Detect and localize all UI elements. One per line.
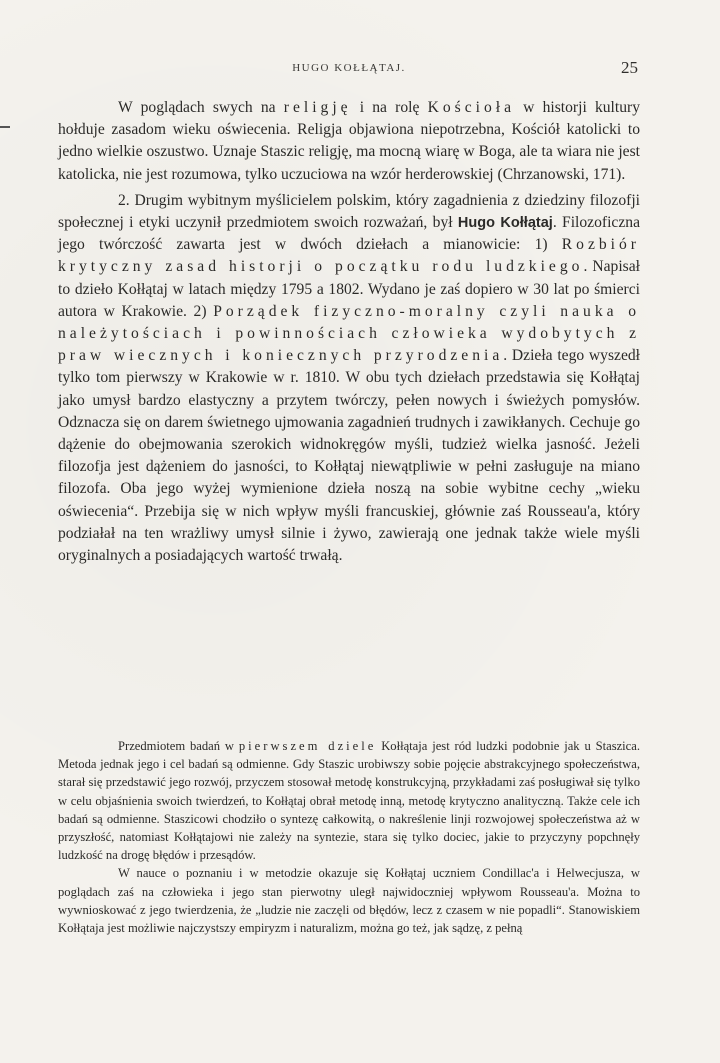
text-run: W poglądach swych na xyxy=(118,99,284,116)
text-run: i na rolę xyxy=(351,99,428,116)
spaced-term-religion: religję xyxy=(283,99,352,116)
text-run: . Dzieła tego wyszedł tylko tom pierwszy w Krakowie w r. 1810. W obu tych dziełach przedstawia się Kołłątaj jako umysł bardzo elastyczny a przytem twórczy, pełen nowych i świeżych pomysłów. Odznacza się on darem świetnego ujmowania zagadnień trudnych i zawikłanych. Cechuje go dążenie do obejmowania szerokich widnokręgów myśli, tudzież wielka jasność. Jeżeli filozofja jest dążeniem do jasności, to Kołłątaj niewątpliwie w pełni zasługuje na miano filozofa. Oba jego wyżej wymienione dzieła noszą na sobie wybitne cechy „wieku oświecenia“. Przebija się w nich wpływ myśli francuskiej, głównie zaś Rousseau'a, który podziałał na ten wrażliwy umysł silnie i żywo, zawierają one jednak także wiele myśli oryginalnych a posiadających wartość trwałą. xyxy=(58,347,640,565)
text-run: Przedmiotem badań w xyxy=(118,739,239,753)
text-run: . Filozoficzna jego twórczość zawarta jest w dwóch dziełach a mianowicie: 1) xyxy=(58,214,640,254)
author-name: Hugo Kołłątaj xyxy=(457,215,553,232)
page-header xyxy=(58,58,640,82)
page-number: 25 xyxy=(621,58,638,77)
margin-mark xyxy=(0,126,10,128)
paragraph-kollataj xyxy=(58,190,640,567)
text-run: . Napisał to dzieło Kołłątaj w latach między 1795 a 1802. Wydano je zaś dopiero w 30 lat po śmierci autora w Krakowie. 2) xyxy=(58,258,640,320)
text-run: 2. Drugim wybitnym myślicielem polskim, który zagadnienia z dziedziny filozofji społecznej i etyki uczynił przedmiotem swoich rozważań, był xyxy=(58,191,640,232)
footnote-paragraph-2: W nauce o poznaniu i w metodzie okazuje się Kołłątaj uczniem Condillac'a i Helwecjusza, w poglądach zaś na człowieka i jego stan pierwotny uległ najwidoczniej wpływom Rousseau'a. Można to wywnioskować z jego twierdzenia, że „ludzie nie zaczęli od błędów, lecz z czasem w nie popadli“. Stanowiskiem Kołłątaja jest możliwie najczystszy empiryzm i naturalizm, można go też, jak sądzę, z pełną xyxy=(58,866,640,936)
paragraph-religion xyxy=(58,97,640,186)
main-text xyxy=(58,97,640,567)
footnote-paragraph-1 xyxy=(58,737,640,864)
footnote-text xyxy=(58,737,640,937)
spaced-term-first-work: pierwszem dziele xyxy=(238,739,377,753)
work-title-second: Porządek fizyczno-moralny czyli nauka o należytościach i powinnościach człowieka wydobytych z praw wiecznych i koniecznych przyrodzenia xyxy=(58,302,640,365)
text-run: w historji kultury hołduje zasadom wieku oświecenia. Religja objawiona niepotrzebna, Kościół katolicki to jedno wielkie oszustwo. Uznaje Staszic religję, ma mocną wiarę w Boga, ale ta wiara nie jest katolicka, nie jest rozumowa, tylko uczuciowa na wzór herderowskiej (Chrzanowski, 171). xyxy=(58,99,640,183)
text-run: Kołłątaja jest ród ludzki podobnie jak u Staszica. Metoda jednak jego i cel badań są odmienne. Gdy Staszic urobiwszy sobie pojęcie abstrakcyjnego społeczeństwa, starał się przedstawić jego rozwój, przyczem stosował metodę konstrukcyjną, przykładami zaś posługiwał się tylko w celu objaśnienia swoich twierdzeń, to Kołłątaj obrał metodę inną, metodę krytyczno analityczną. Także cele ich badań są odmienne. Staszicowi chodziło o syntezę całkowitą, o nakreślenie linji rozwojowej społeczeństwa aż w przyszłość, natomiast Kołłątajowi nie zależy na syntezie, stara się tylko dociec, jakie to przyczyny popchnęły ludzkość na drogę błędów i przesądów. xyxy=(58,739,641,863)
spaced-term-church: Kościoła xyxy=(427,99,515,116)
running-head: HUGO KOŁŁĄTAJ. xyxy=(292,62,406,74)
work-title-first: Rozbiór krytyczny zasad historji o początku rodu ludzkiego xyxy=(58,236,640,276)
